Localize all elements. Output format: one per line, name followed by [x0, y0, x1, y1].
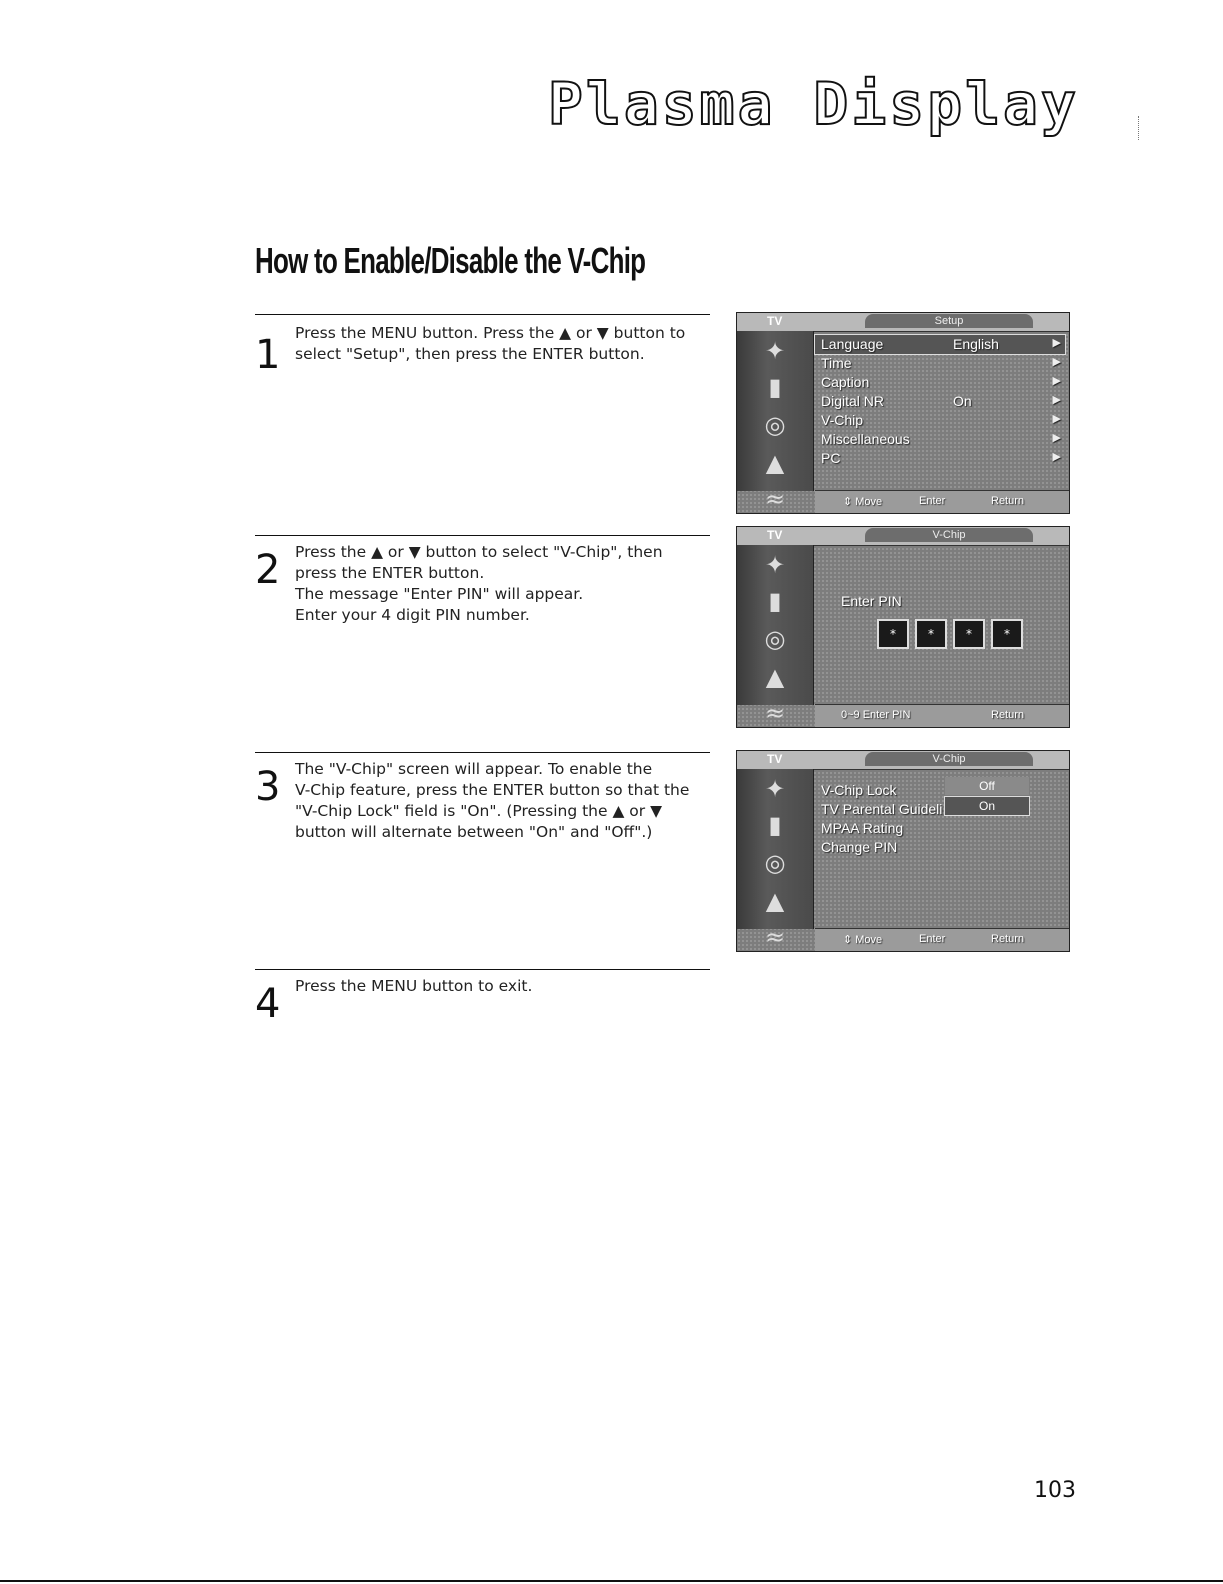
menu-item-label: V-Chip — [821, 412, 864, 428]
step-line: Press the MENU button to exit. — [295, 977, 533, 995]
osd-sidebar — [737, 769, 814, 951]
channel-icon: ▲ — [765, 663, 785, 691]
step-number: 1 — [255, 332, 281, 378]
step-1 — [255, 314, 710, 378]
step-2 — [255, 535, 710, 624]
pin-prompt: Enter PIN — [841, 593, 902, 609]
step-line: The "V-Chip" screen will appear. To enable the — [295, 760, 653, 778]
move-hint: ⇕ Move — [843, 496, 883, 508]
setup-icon: ≈ — [764, 923, 786, 951]
osd-top-bar — [737, 751, 1069, 770]
pin-digit[interactable]: * — [877, 619, 909, 649]
step-text — [295, 976, 705, 997]
osd-sidebar — [737, 545, 814, 727]
tv-label: TV — [767, 314, 783, 328]
antenna-icon: ✦ — [764, 551, 786, 579]
return-hint: Return — [991, 933, 1025, 945]
step-line: select "Setup", then press the ENTER button. — [295, 345, 645, 363]
arrow-right-icon: ▶ — [1052, 413, 1061, 425]
pin-digit[interactable]: * — [915, 619, 947, 649]
antenna-icon: ✦ — [764, 775, 786, 803]
step-line: "V-Chip Lock" field is "On". (Pressing the ▲ or ▼ — [295, 802, 663, 820]
enter-hint: Enter — [919, 495, 946, 507]
menu-item-language[interactable] — [815, 335, 1065, 354]
osd-setup-screen — [736, 312, 1070, 514]
sound-icon: ◎ — [764, 849, 786, 877]
step-line: button will alternate between "On" and "Off".) — [295, 823, 653, 841]
pin-input[interactable] — [877, 619, 1029, 649]
step-3 — [255, 752, 710, 841]
step-text — [295, 323, 705, 365]
menu-item-label: V-Chip Lock — [821, 782, 897, 798]
osd-vchip-screen — [736, 750, 1070, 952]
setup-icon: ≈ — [764, 485, 786, 513]
enter-pin-hint: 0~9 Enter PIN — [841, 709, 911, 721]
setup-icon: ≈ — [764, 699, 786, 727]
osd-footer — [815, 704, 1069, 727]
enter-hint: Enter — [919, 933, 946, 945]
osd-sidebar — [737, 331, 814, 513]
menu-item-label: MPAA Rating — [821, 820, 904, 836]
brand-title: Plasma Display — [548, 70, 1079, 138]
menu-item-value: On — [953, 393, 972, 409]
option-on[interactable]: On — [945, 797, 1029, 815]
step-4 — [255, 969, 710, 1027]
arrow-right-icon: ▶ — [1052, 337, 1061, 349]
step-line: press the ENTER button. — [295, 564, 485, 582]
arrow-right-icon: ▶ — [1052, 394, 1061, 406]
menu-item-label: Miscellaneous — [821, 431, 910, 447]
picture-icon: ▮ — [768, 587, 782, 615]
step-line: V-Chip feature, press the ENTER button so that the — [295, 781, 690, 799]
menu-item-label: Digital NR — [821, 393, 885, 409]
antenna-icon: ✦ — [764, 337, 786, 365]
osd-title-tab: Setup — [865, 314, 1033, 328]
section-title: How to Enable/Disable the V-Chip — [255, 240, 646, 281]
tv-label: TV — [767, 752, 783, 766]
menu-item-value: English — [953, 336, 999, 352]
tv-label: TV — [767, 528, 783, 542]
osd-title-tab: V-Chip — [865, 752, 1033, 766]
osd-footer — [815, 490, 1069, 513]
page-number: 103 — [1034, 1478, 1076, 1503]
step-number: 3 — [255, 764, 281, 810]
menu-item-change-pin[interactable] — [815, 838, 1065, 857]
pin-digit[interactable]: * — [991, 619, 1023, 649]
option-off[interactable]: Off — [945, 777, 1029, 795]
corner-mark — [1138, 116, 1140, 140]
menu-item-label: Caption — [821, 374, 870, 390]
step-number: 2 — [255, 547, 281, 593]
menu-item-label: Time — [821, 355, 852, 371]
step-text — [295, 542, 705, 626]
menu-item-mpaa-rating[interactable] — [815, 819, 1065, 838]
move-hint: ⇕ Move — [843, 934, 883, 946]
arrow-right-icon: ▶ — [1052, 356, 1061, 368]
step-line: Press the MENU button. Press the ▲ or ▼ button to — [295, 324, 686, 342]
menu-item-time[interactable] — [815, 354, 1065, 373]
return-hint: Return — [991, 495, 1025, 507]
pin-digit[interactable]: * — [953, 619, 985, 649]
osd-title-tab: V-Chip — [865, 528, 1033, 542]
sound-icon: ◎ — [764, 625, 786, 653]
osd-top-bar — [737, 527, 1069, 546]
picture-icon: ▮ — [768, 811, 782, 839]
menu-item-caption[interactable] — [815, 373, 1065, 392]
menu-item-pc[interactable] — [815, 449, 1065, 468]
channel-icon: ▲ — [765, 449, 785, 477]
arrow-right-icon: ▶ — [1052, 451, 1061, 463]
osd-footer — [815, 928, 1069, 951]
channel-icon: ▲ — [765, 887, 785, 915]
menu-item-label: Language — [821, 336, 884, 352]
menu-item-digital-nr[interactable] — [815, 392, 1065, 411]
arrow-right-icon: ▶ — [1052, 432, 1061, 444]
menu-item-label: Change PIN — [821, 839, 898, 855]
picture-icon: ▮ — [768, 373, 782, 401]
arrow-right-icon: ▶ — [1052, 375, 1061, 387]
step-line: Press the ▲ or ▼ button to select "V-Chip", then — [295, 543, 663, 561]
return-hint: Return — [991, 709, 1025, 721]
bottom-rule — [0, 1580, 1223, 1582]
menu-item-miscellaneous[interactable] — [815, 430, 1065, 449]
menu-item-v-chip[interactable] — [815, 411, 1065, 430]
osd-menu — [815, 335, 1065, 489]
osd-top-bar — [737, 313, 1069, 332]
step-line: The message "Enter PIN" will appear. — [295, 585, 584, 603]
osd-pin-screen — [736, 526, 1070, 728]
sound-icon: ◎ — [764, 411, 786, 439]
step-number: 4 — [255, 981, 281, 1027]
step-line: Enter your 4 digit PIN number. — [295, 606, 530, 624]
menu-item-label: TV Parental Guideli — [821, 801, 943, 817]
step-text — [295, 759, 705, 843]
v-chip-lock-options — [945, 777, 1029, 817]
menu-item-label: PC — [821, 450, 841, 466]
